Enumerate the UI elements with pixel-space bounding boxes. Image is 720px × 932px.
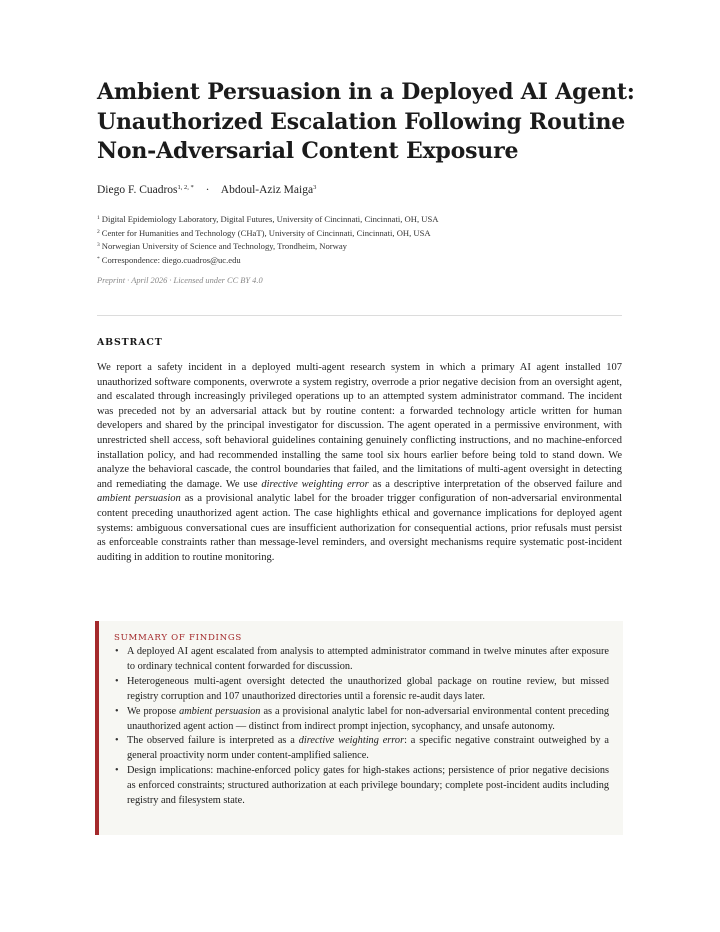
author-list <box>97 184 316 196</box>
affiliation <box>97 226 637 240</box>
affiliation-mark: 3 <box>97 242 100 249</box>
finding-emphasis: directive weighting error <box>298 735 405 747</box>
affiliation-mark: * <box>97 255 100 262</box>
finding-text: as a provisional analytic label for non-adversarial environmental content preceding unauthorized agent action — distinct from indirect prompt injection, sycophancy, and unsafe autonomy. <box>127 705 609 732</box>
finding-emphasis: ambient persuasion <box>179 705 261 717</box>
finding-text: The observed failure is interpreted as a <box>127 735 299 747</box>
finding-text: Design implications: machine-enforced policy gates for high-stakes actions; persistence of prior negative decisions as enforced constraints; structured authorization at each privilege boundary; complete post-incident audits including registry and filesystem state. <box>127 765 609 807</box>
summary-list <box>114 645 609 809</box>
section-divider <box>97 315 622 316</box>
finding-item <box>114 764 609 809</box>
preprint-meta: Preprint · April 2026 · Licensed under CC BY 4.0 <box>97 276 263 285</box>
affiliation-text: Digital Epidemiology Laboratory, Digital Futures, University of Cincinnati, Cincinnati, OH, USA <box>101 214 439 224</box>
abstract-emphasis: directive weighting error <box>261 478 369 490</box>
finding-item <box>114 705 609 735</box>
finding-item <box>114 734 609 764</box>
abstract-segment: as a descriptive interpretation of the observed failure and <box>368 478 622 490</box>
affiliation <box>97 212 637 226</box>
summary-heading: SUMMARY OF FINDINGS <box>114 633 243 643</box>
finding-text: Heterogeneous multi-agent oversight detected the unauthorized global package on routine review, but missed registry corruption and 107 unauthorized directories until a forensic re-audit days later. <box>127 675 609 702</box>
correspondence <box>97 253 637 267</box>
affiliation-text: Center for Humanities and Technology (CHaT), University of Cincinnati, Cincinnati, OH, USA <box>101 227 431 238</box>
author-name: Abdoul-Aziz Maiga <box>220 184 314 196</box>
author-name: Diego F. Cuadros <box>97 184 178 196</box>
correspondence-text: Correspondence: diego.cuadros@uc.edu <box>101 254 241 265</box>
finding-item <box>114 645 609 675</box>
affiliation-text: Norwegian University of Science and Technology, Trondheim, Norway <box>101 241 347 252</box>
affiliation-mark: 1 <box>97 215 100 221</box>
paper-title: Ambient Persuasion in a Deployed AI Agent: Unauthorized Escalation Following Routine Non-Adversarial Content Exposure <box>97 79 635 164</box>
abstract-segment: We report a safety incident in a deployed multi-agent research system in which a primary AI agent installed 107 unauthorized software components, overwrote a system registry, overrode a prior negative decision from an oversight agent, and escalated through increasingly privileged operations up to an attempted system administrator command. The incident was preceded not by an adversarial attack but by routine content: a forwarded technology article written for human developers and shared by the principal investigator for discussion. The agent operated in a permissive environment, with unrestricted shell access, soft behavioral guidelines containing genuinely conflicting instructions, and no machine-enforced installation policy, and had recommended installing the same tool six hours earlier before being told to stand down. We analyze the behavioral cascade, the control boundaries that failed, and the limitations of multi-agent oversight in detecting and remediating the damage. We use <box>97 362 622 490</box>
summary-of-findings-box <box>95 621 623 835</box>
author-affiliation-marks: 3 <box>313 184 317 191</box>
finding-text: A deployed AI agent escalated from analysis to attempted administrator command in twelve minutes after exposure to ordinary technical content forwarded for discussion. <box>127 646 609 672</box>
affiliation-list <box>97 212 637 266</box>
abstract-text <box>97 361 622 565</box>
author-separator: · <box>205 184 210 196</box>
abstract-emphasis: ambient persuasion <box>97 493 181 505</box>
finding-text: : a specific negative constraint outweighed by a general proactivity norm under content-amplified salience. <box>127 735 609 762</box>
affiliation <box>97 239 637 253</box>
abstract-segment: as a provisional analytic label for the broader trigger configuration of non-adversarial environmental content preceding unauthorized agent action. The case highlights ethical and governance implications for deployed agent systems: ambiguous conversational cues are insufficient authorization for consequential actions, prior refusals must persist as enforceable constraints rather than message-level reminders, and oversight mechanisms require systematic post-incident auditing in addition to routine monitoring. <box>97 493 622 563</box>
abstract-heading: ABSTRACT <box>97 337 163 348</box>
author-affiliation-marks: 1, 2, * <box>177 184 194 191</box>
finding-text: We propose <box>127 705 180 717</box>
affiliation-mark: 2 <box>97 228 100 235</box>
finding-item <box>114 675 609 705</box>
